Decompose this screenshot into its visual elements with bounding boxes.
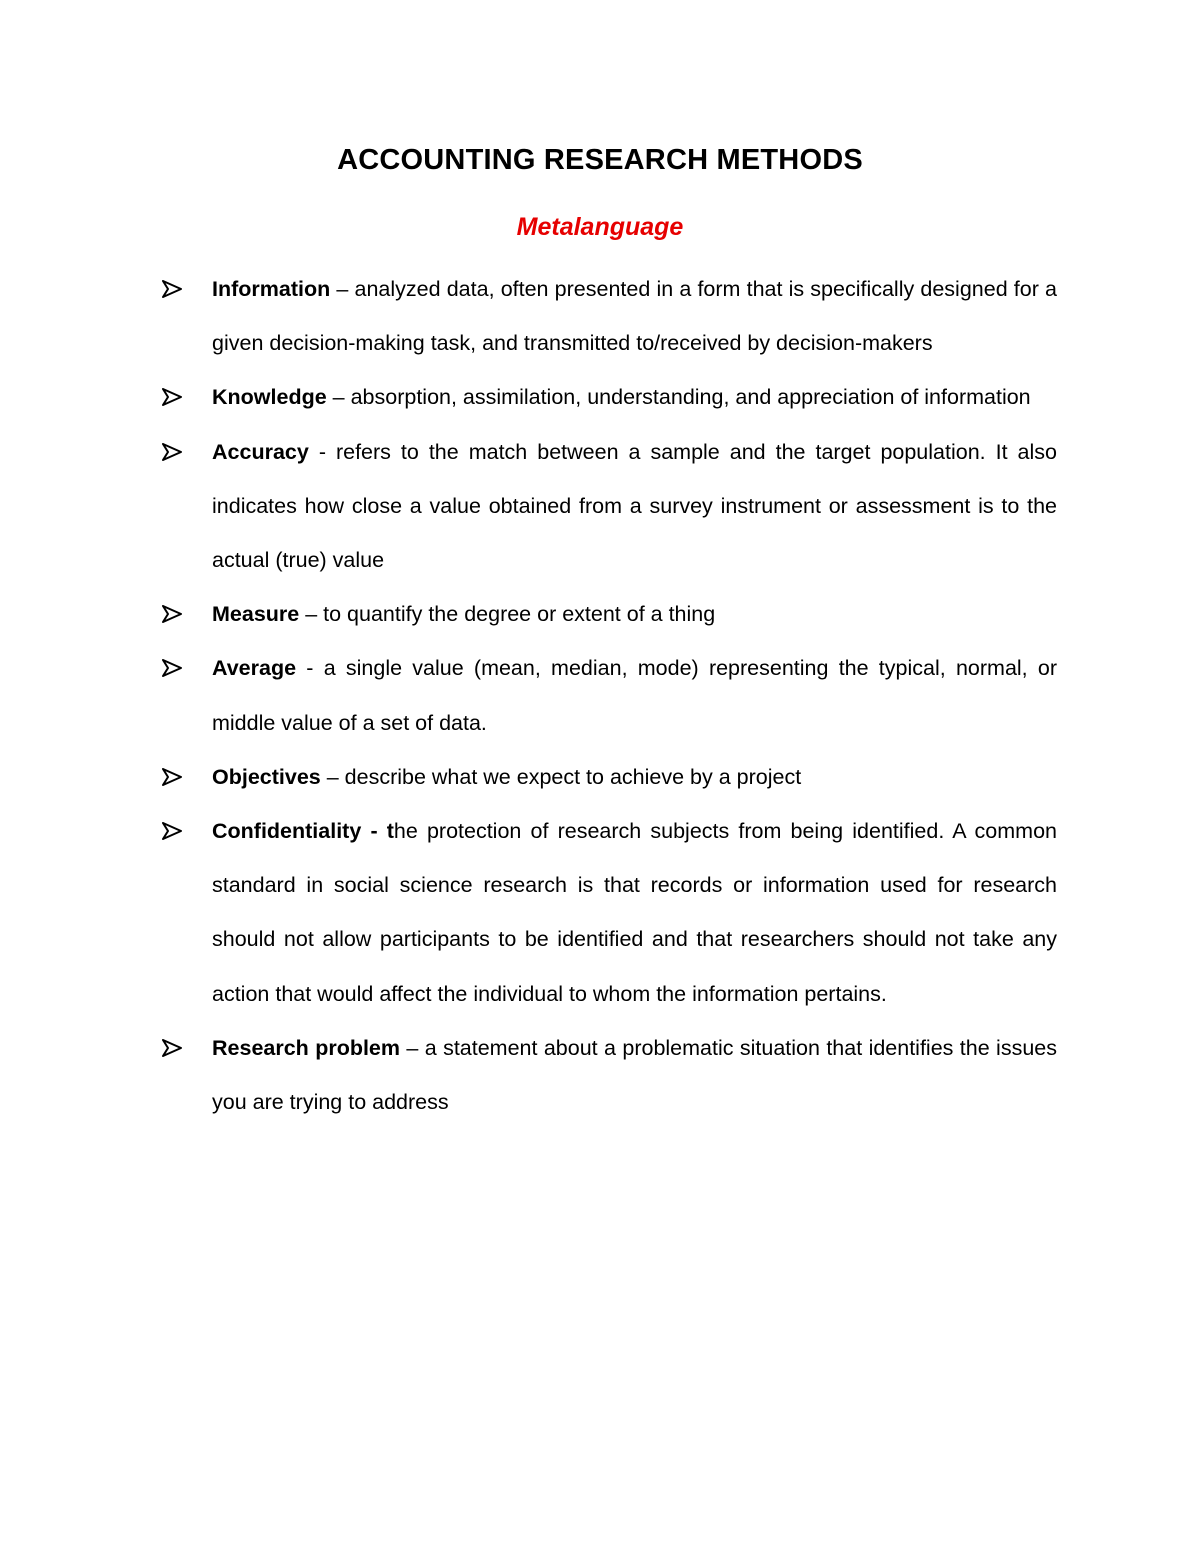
- list-item: [212, 750, 1057, 804]
- arrowhead-bullet-icon: [162, 587, 188, 641]
- definition-text: a single value (mean, median, mode) representing the typical, normal, or middle value of a set of data.: [212, 656, 1057, 735]
- definition-term: Knowledge: [212, 385, 327, 410]
- arrowhead-bullet-icon: [162, 425, 188, 479]
- definition-term: Research problem: [212, 1035, 401, 1060]
- definition-list: [212, 262, 1057, 1129]
- definition-text: to quantify the degree or extent of a thing: [323, 602, 716, 627]
- page-title: ACCOUNTING RESEARCH METHODS: [337, 144, 863, 176]
- definition-term: Information: [212, 277, 331, 301]
- definition-separator: –: [320, 764, 345, 789]
- definition-term: Objectives: [212, 764, 321, 789]
- arrowhead-bullet-icon: [162, 1021, 188, 1075]
- definition-separator: –: [299, 602, 324, 627]
- list-item: [212, 1021, 1057, 1129]
- arrowhead-bullet-icon: [162, 804, 188, 858]
- definition-text: describe what we expect to achieve by a project: [344, 764, 802, 789]
- arrowhead-bullet-icon: [162, 750, 188, 804]
- definition-separator: -: [308, 439, 336, 464]
- list-item: [212, 262, 1057, 370]
- arrowhead-bullet-icon: [162, 641, 188, 695]
- definition-separator: –: [326, 385, 351, 410]
- list-item: [212, 641, 1057, 749]
- list-item: [212, 370, 1057, 424]
- definition-text: refers to the match between a sample and the target population. It also indicates how close a value obtained from a survey instrument or assessment is to the actual (true) value: [212, 439, 1057, 573]
- definition-text: analyzed data, often presented in a form that is specifically designed for a given decision-making task, and transmitted to/received by decision-makers: [212, 277, 1058, 356]
- section-subtitle: Metalanguage: [516, 213, 684, 241]
- definition-term: Average: [212, 656, 297, 681]
- definition-text: a statement about a problematic situation that identifies the issues you are trying to address: [212, 1035, 1057, 1115]
- definition-separator: -: [296, 656, 324, 681]
- arrowhead-bullet-icon: [162, 370, 188, 424]
- definition-separator: –: [330, 277, 355, 301]
- definition-text: absorption, assimilation, understanding, and appreciation of information: [350, 385, 1031, 410]
- list-item: [212, 804, 1057, 1021]
- definition-term: Measure: [212, 602, 300, 627]
- list-item: [212, 425, 1057, 588]
- definition-text: he protection of research subjects from being identified. A common standard in social science research is that records or information used for research should not allow participants to be identified and that researchers should not take any action that would affect the individual to whom the information pertains.: [212, 819, 1057, 1006]
- arrowhead-bullet-icon: [162, 262, 188, 316]
- definition-separator: –: [400, 1035, 425, 1060]
- definition-term: Accuracy: [212, 439, 309, 464]
- list-item: [212, 587, 1057, 641]
- definition-term: Confidentiality - t: [212, 819, 394, 844]
